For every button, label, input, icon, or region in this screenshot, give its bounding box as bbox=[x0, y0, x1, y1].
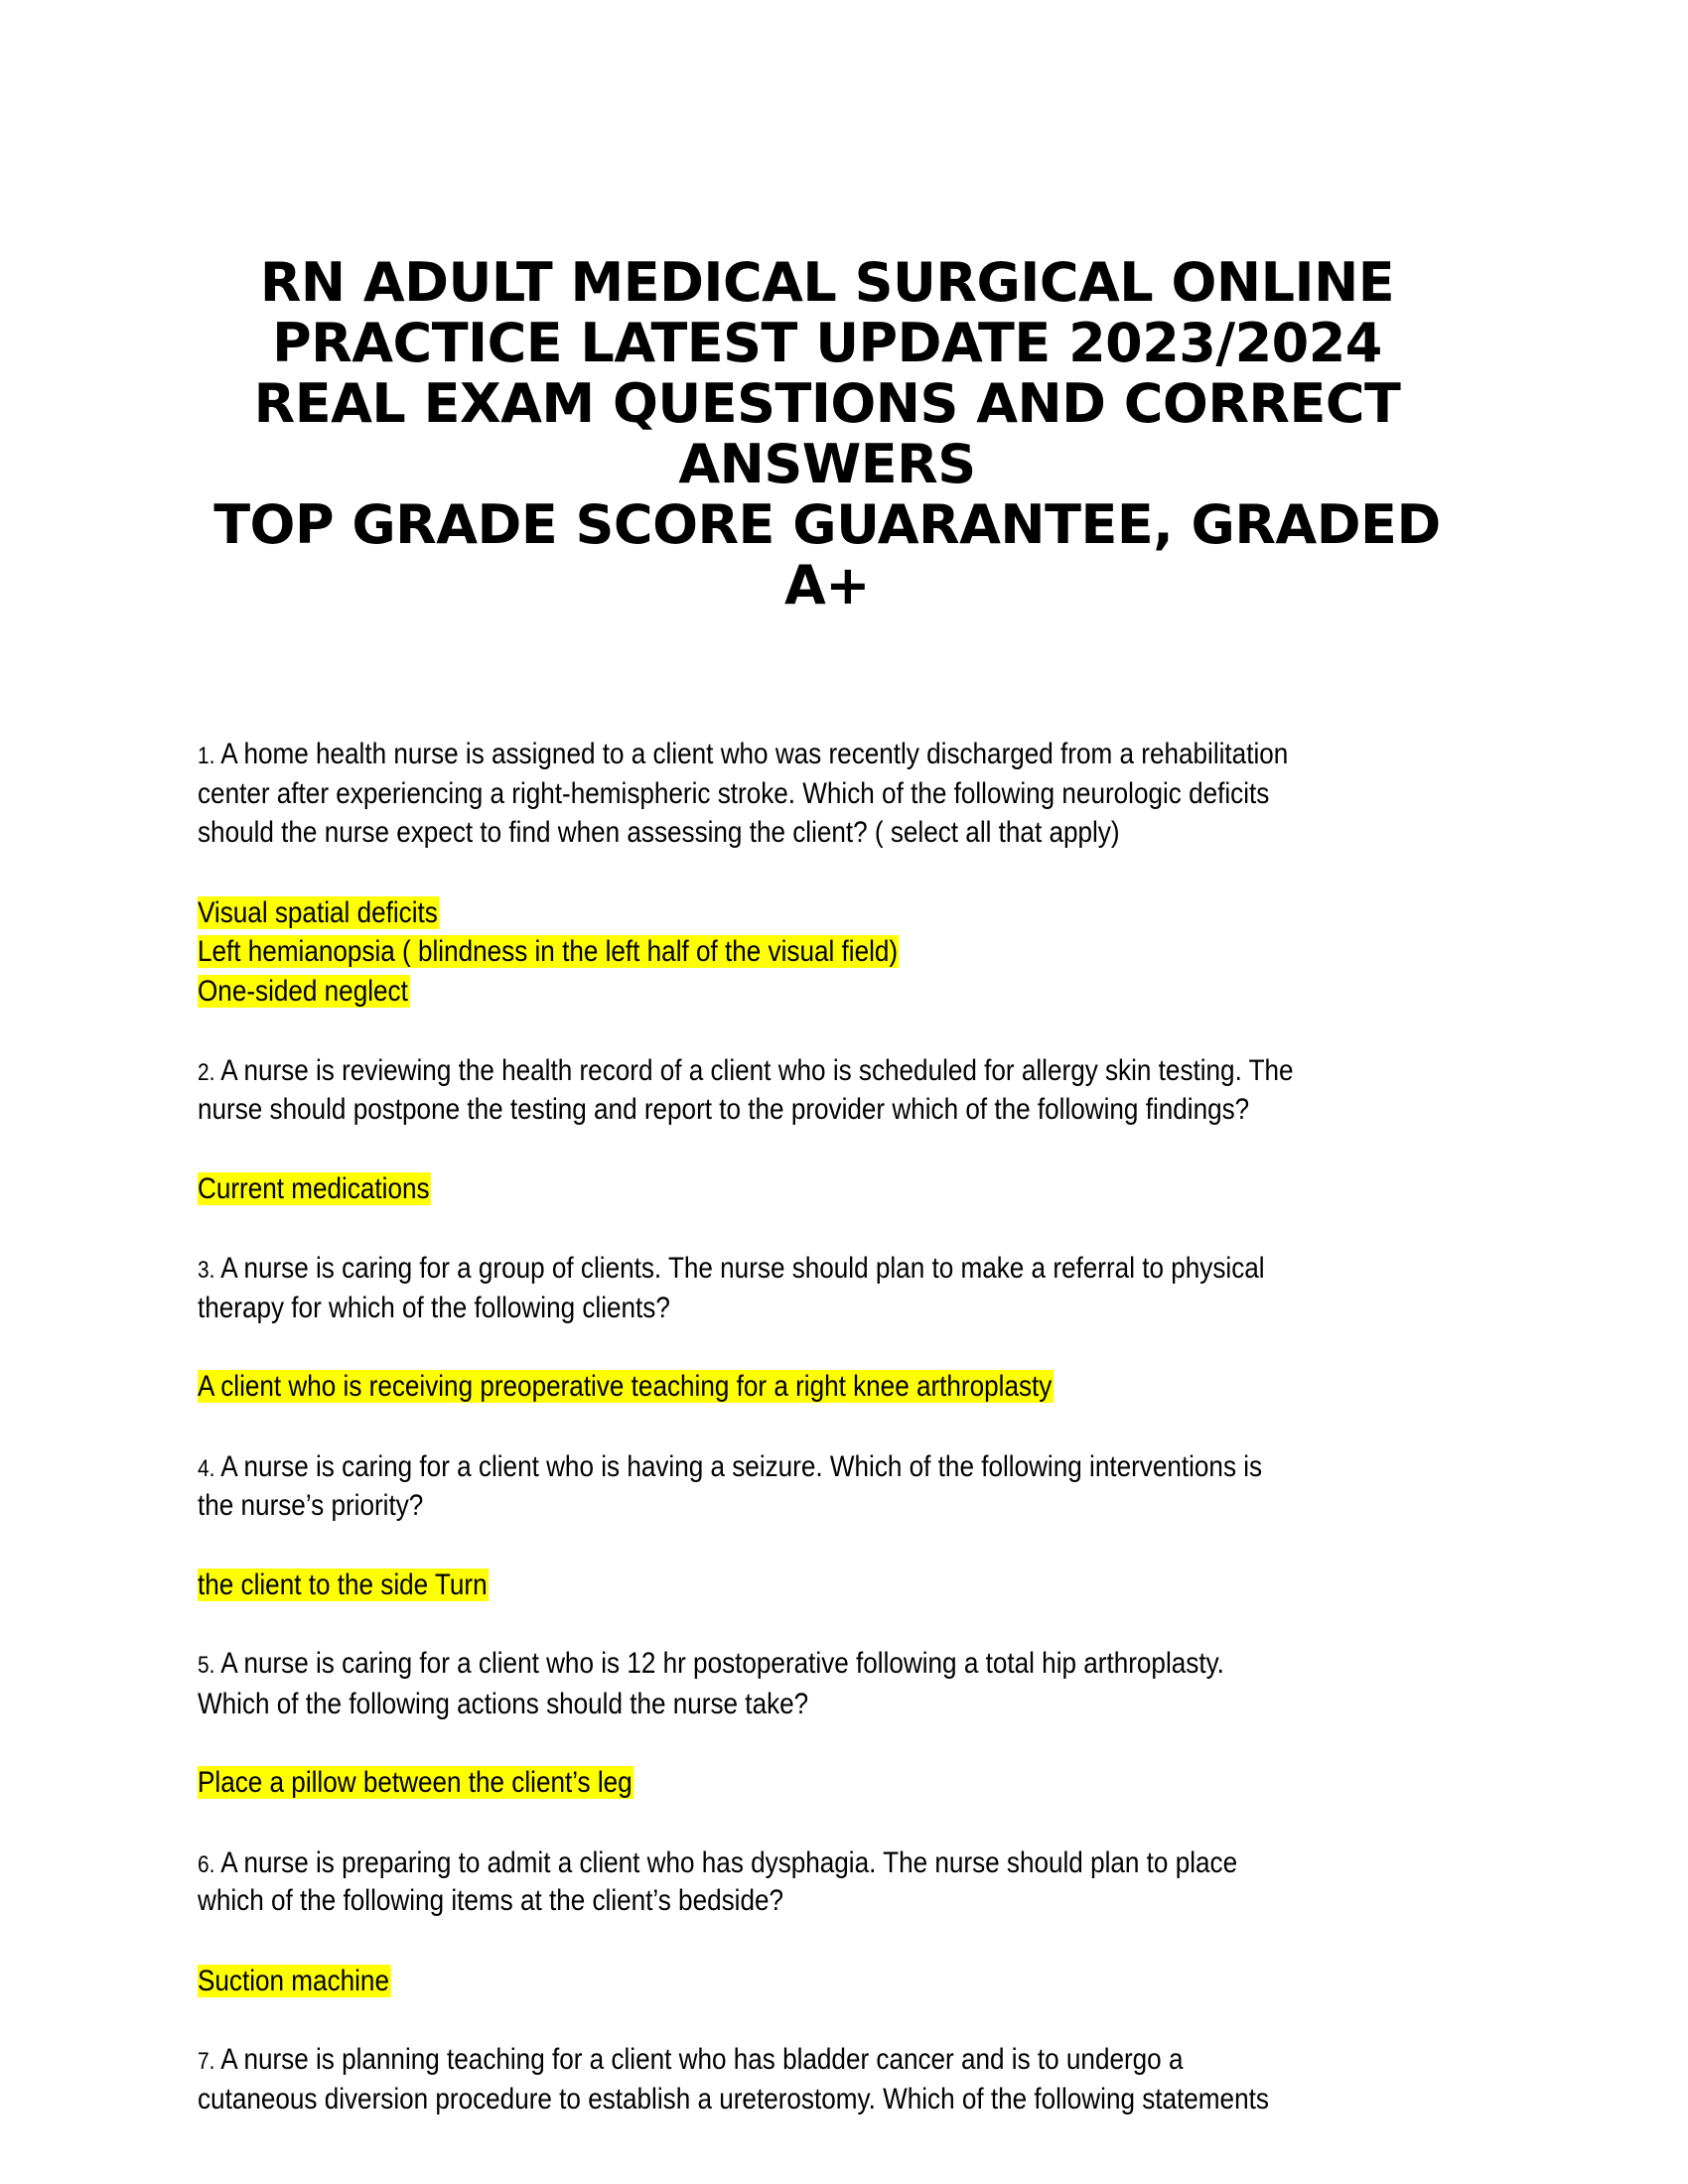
question-line: cutaneous diversion procedure to establish a ureterostomy. Which of the following statements bbox=[198, 2083, 1269, 2116]
highlighted-answer: Left hemianopsia ( blindness in the left half of the visual field) bbox=[198, 935, 899, 968]
answer-1 bbox=[198, 932, 900, 972]
question-line: therapy for which of the following clients? bbox=[198, 1292, 670, 1324]
question-number: 6. bbox=[198, 1851, 215, 1878]
question-6-text bbox=[198, 1843, 1237, 1883]
answer-5 bbox=[198, 1763, 633, 1803]
question-line: A nurse is caring for a client who is 12 hr postoperative following a total hip arthroplasty. bbox=[220, 1647, 1224, 1680]
question-line: A nurse is planning teaching for a client who has bladder cancer and is to undergo a bbox=[220, 2043, 1184, 2076]
highlighted-answer: One-sided neglect bbox=[198, 975, 408, 1008]
title-line: REAL EXAM QUESTIONS AND CORRECT bbox=[253, 372, 1401, 435]
question-line: nurse should postpone the testing and report to the provider which of the following findings? bbox=[198, 1093, 1250, 1126]
question-line: the nurse’s priority? bbox=[198, 1489, 424, 1522]
highlighted-answer: Visual spatial deficits bbox=[198, 896, 438, 929]
question-1-text bbox=[198, 735, 1288, 774]
question-2-text bbox=[198, 1051, 1294, 1091]
question-line: A nurse is caring for a group of clients. The nurse should plan to make a referral to physical bbox=[220, 1252, 1265, 1285]
title-line: A+ bbox=[783, 554, 871, 616]
question-line: A nurse is caring for a client who is having a seizure. Which of the following interventions is bbox=[220, 1450, 1263, 1483]
answer-1 bbox=[198, 893, 440, 933]
question-line: which of the following items at the client’s bedside? bbox=[198, 1884, 784, 1917]
question-4-text bbox=[198, 1447, 1262, 1487]
answer-4 bbox=[198, 1566, 489, 1605]
title-line: PRACTICE LATEST UPDATE 2023/2024 bbox=[272, 312, 1382, 374]
title-line: TOP GRADE SCORE GUARANTEE, GRADED bbox=[213, 493, 1441, 556]
question-line: A nurse is reviewing the health record of a client who is scheduled for allergy skin testing. The bbox=[220, 1054, 1294, 1087]
question-line: center after experiencing a right-hemispheric stroke. Which of the following neurologic deficits bbox=[198, 777, 1270, 810]
question-number: 7. bbox=[198, 2048, 215, 2075]
question-3-text bbox=[198, 1249, 1265, 1289]
question-7-text bbox=[198, 2040, 1183, 2080]
question-line: Which of the following actions should the nurse take? bbox=[198, 1688, 809, 1720]
question-number: 4. bbox=[198, 1455, 215, 1482]
highlighted-answer: the client to the side Turn bbox=[198, 1569, 488, 1601]
question-line: should the nurse expect to find when assessing the client? ( select all that apply) bbox=[198, 816, 1120, 849]
question-5-text bbox=[198, 1644, 1224, 1684]
highlighted-answer: Current medications bbox=[198, 1172, 430, 1205]
question-number: 2. bbox=[198, 1059, 215, 1086]
answer-3 bbox=[198, 1367, 1054, 1407]
answer-1 bbox=[198, 972, 410, 1012]
question-number: 1. bbox=[198, 743, 215, 769]
title-line: RN ADULT MEDICAL SURGICAL ONLINE bbox=[259, 251, 1395, 314]
answer-6 bbox=[198, 1962, 391, 2001]
title-line: ANSWERS bbox=[678, 433, 976, 495]
question-line: A nurse is preparing to admit a client who has dysphagia. The nurse should plan to place bbox=[220, 1846, 1238, 1879]
highlighted-answer: Suction machine bbox=[198, 1965, 389, 1997]
answer-2 bbox=[198, 1169, 431, 1209]
question-number: 3. bbox=[198, 1257, 215, 1284]
highlighted-answer: Place a pillow between the client’s leg bbox=[198, 1766, 633, 1799]
question-line: A home health nurse is assigned to a client who was recently discharged from a rehabilitation bbox=[220, 738, 1289, 770]
question-number: 5. bbox=[198, 1652, 215, 1679]
document-title bbox=[0, 252, 1654, 615]
highlighted-answer: A client who is receiving preoperative teaching for a right knee arthroplasty bbox=[198, 1370, 1053, 1403]
